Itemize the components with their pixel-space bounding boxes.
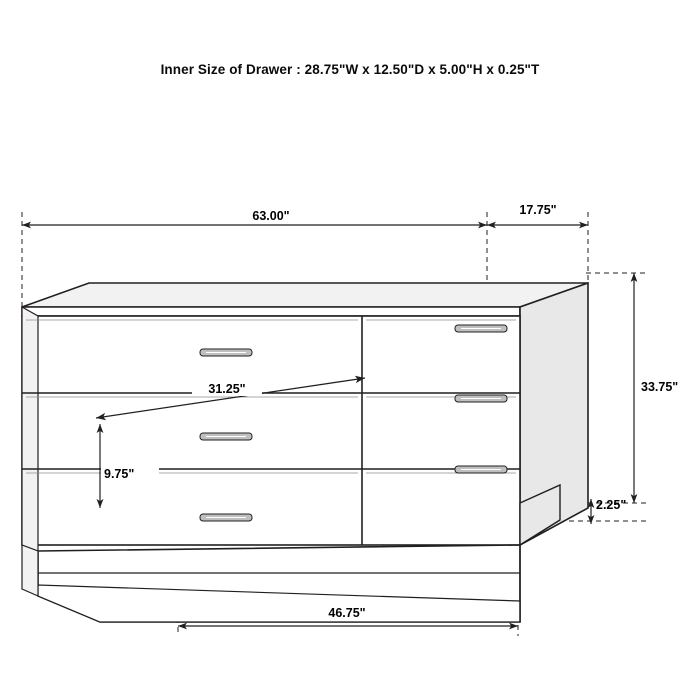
handle xyxy=(455,325,507,332)
handle xyxy=(200,514,252,521)
handle xyxy=(200,349,252,356)
dresser-body xyxy=(22,283,588,622)
front-carcass xyxy=(22,316,520,545)
left-foot xyxy=(22,545,38,596)
top-panel xyxy=(22,283,588,307)
dim-label-overall-width: 63.00" xyxy=(252,209,290,223)
dim-label-depth: 17.75" xyxy=(519,203,557,217)
dim-label-drawer-height: 9.75" xyxy=(104,467,135,481)
dim-label-base-width: 46.75" xyxy=(328,606,366,620)
handle xyxy=(455,466,507,473)
handle xyxy=(200,433,252,440)
dim-label-overall-height: 33.75" xyxy=(641,380,679,394)
dim-label-plinth-height: 2.25" xyxy=(596,498,627,512)
left-side-sliver xyxy=(22,307,38,551)
handle xyxy=(455,395,507,402)
page-title: Inner Size of Drawer : 28.75"W x 12.50"D x 5.00"H x 0.25"T xyxy=(160,62,540,77)
dim-label-drawer-width: 31.25" xyxy=(208,382,246,396)
top-panel-edge xyxy=(22,307,520,316)
